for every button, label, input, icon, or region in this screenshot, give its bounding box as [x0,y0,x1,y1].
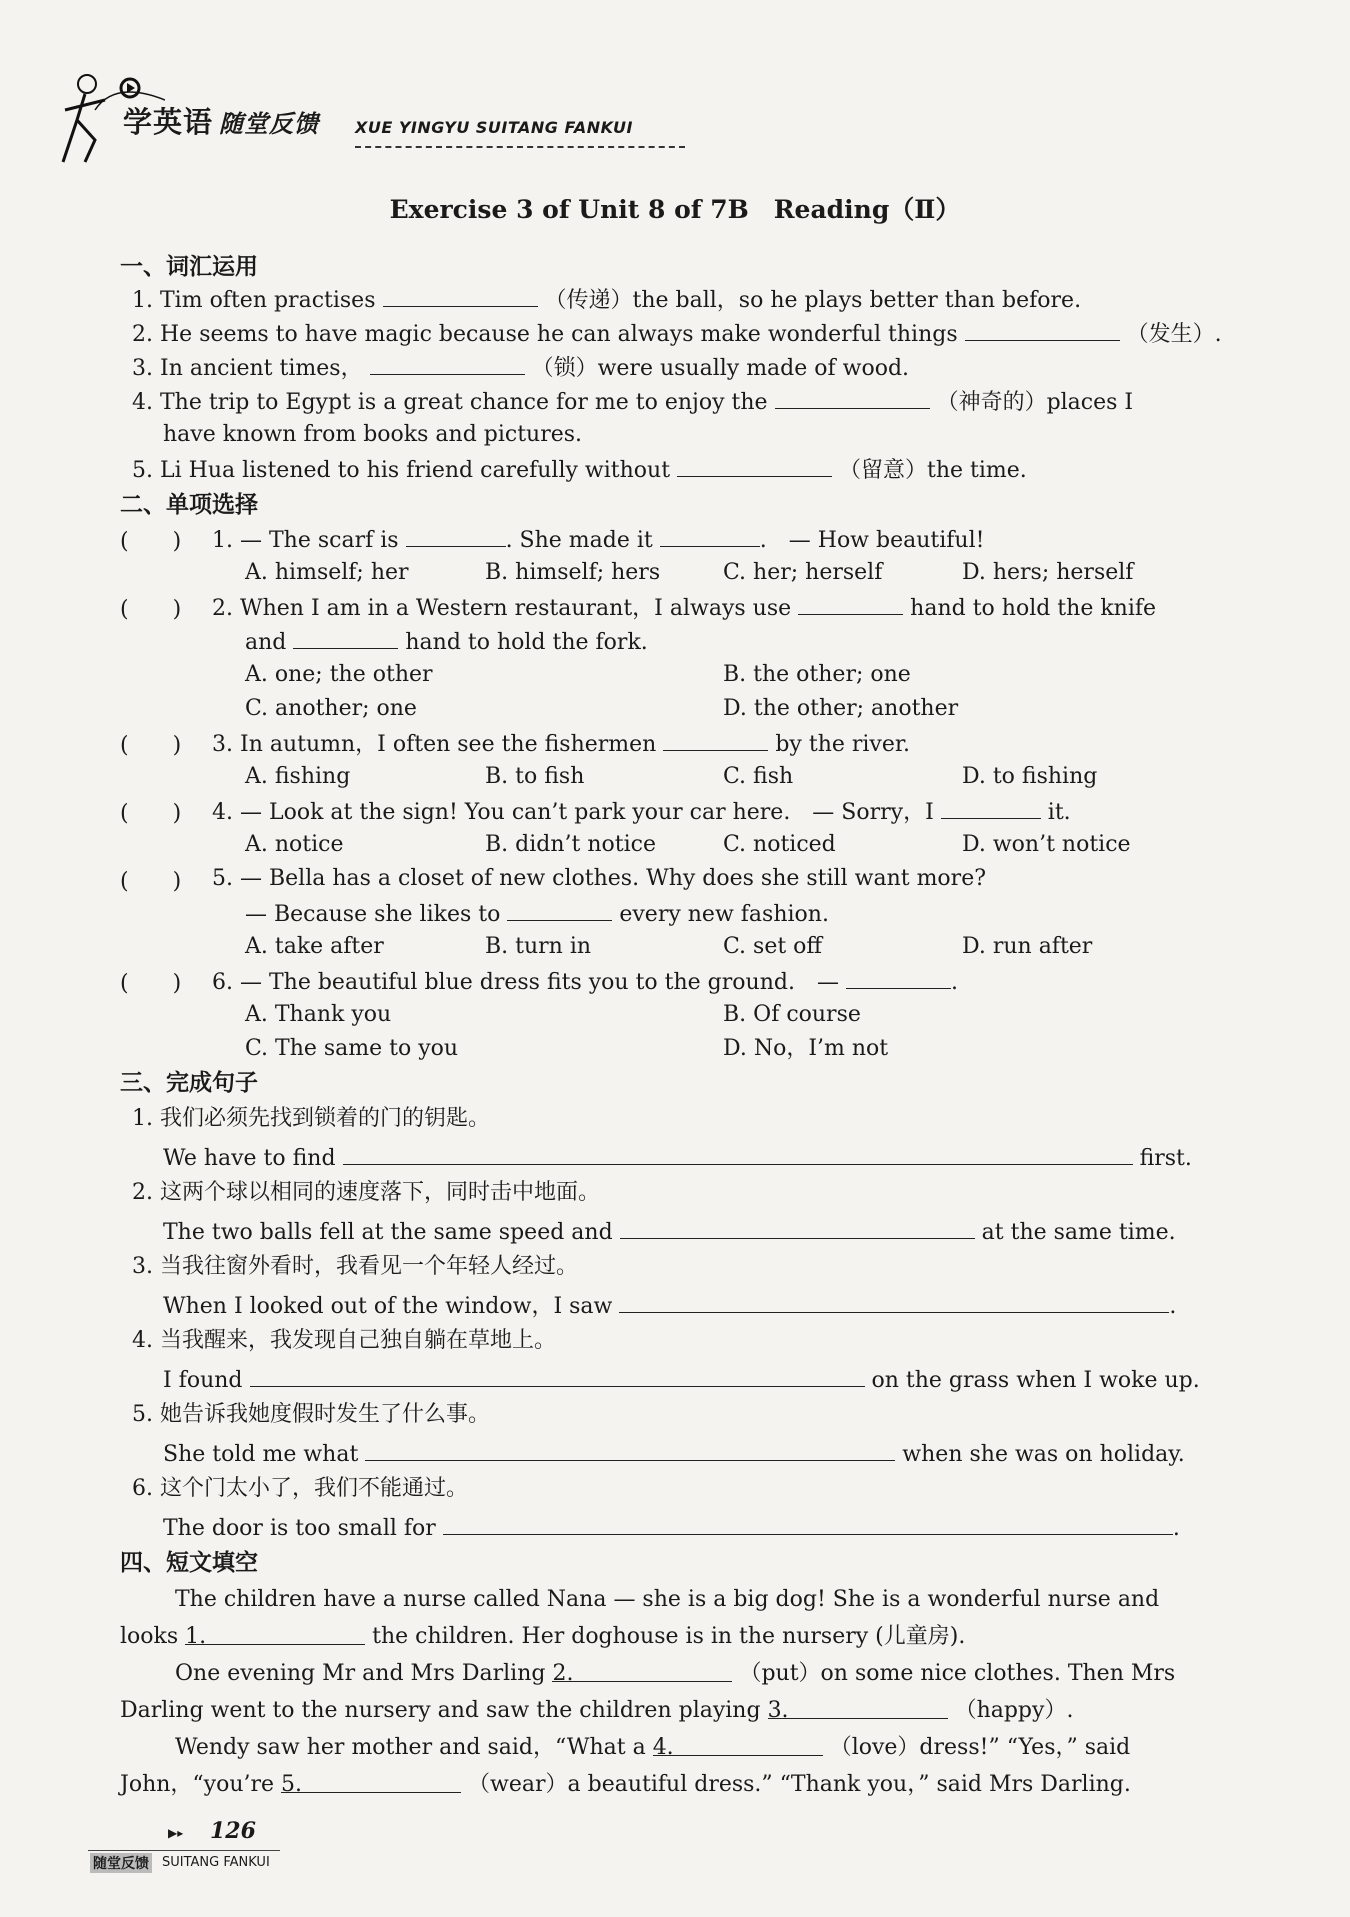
mc-option[interactable]: B. the other; one [723,662,911,687]
mc-question-2: 2. When I am in a Western restaurant，I always use hand to hold the knife [212,592,1156,624]
translate-item-1: We have to find first. [163,1142,1192,1174]
answer-paren[interactable]: ( ) [120,869,182,894]
header-logo [55,70,655,170]
answer-blank[interactable] [663,728,768,751]
translate-item-3: When I looked out of the window，I saw . [163,1290,1176,1322]
answer-paren[interactable]: ( ) [120,733,182,758]
translate-item-6-cn: 6. 这个门太小了，我们不能通过。 [132,1476,469,1501]
mc-option[interactable]: C. her; herself [723,560,883,585]
mc-question-5-continued: — Because she likes to every new fashion. [245,898,829,930]
mc-question-1: 1. — The scarf is . She made it . — How beautiful! [212,524,984,556]
mc-option[interactable]: A. Thank you [245,1002,392,1027]
cloze-blank-1[interactable]: 1. [185,1622,365,1645]
answer-paren[interactable]: ( ) [120,529,182,554]
answer-blank[interactable] [370,352,525,375]
vocab-item-4: 4. The trip to Egypt is a great chance for me to enjoy the （神奇的）places I [132,386,1133,418]
answer-blank[interactable] [846,966,951,989]
mc-option[interactable]: A. notice [245,832,344,857]
cloze-blank-4[interactable]: 4. [653,1733,823,1756]
brand-title-en: XUE YINGYU SUITANG FANKUI [355,118,633,137]
answer-line[interactable] [619,1290,1169,1313]
section-heading: 一、词汇运用 [120,254,258,280]
brand-title-cn: 学英语 随堂反馈 [123,105,320,139]
mc-option[interactable]: D. won’t notice [962,832,1131,857]
vocab-item-2: 2. He seems to have magic because he can always make wonderful things （发生）. [132,318,1222,350]
mc-option[interactable]: C. another; one [245,696,417,721]
mc-question-4: 4. — Look at the sign! You can’t park your car here. — Sorry，I it. [212,796,1071,828]
mc-question-6: 6. — The beautiful blue dress fits you to the ground. — . [212,966,958,998]
mc-question-3: 3. In autumn，I often see the fishermen by the river. [212,728,910,760]
mc-option[interactable]: D. run after [962,934,1093,959]
answer-blank[interactable] [941,796,1041,819]
section-heading: 三、完成句子 [120,1070,258,1096]
mc-option[interactable]: B. to fish [485,764,585,789]
translate-item-4-cn: 4. 当我醒来，我发现自己独自躺在草地上。 [132,1328,557,1353]
mc-option[interactable]: D. to fishing [962,764,1098,789]
mc-option[interactable]: B. Of course [723,1002,861,1027]
answer-blank[interactable] [507,898,612,921]
section-heading: 二、单项选择 [120,492,258,518]
mc-option[interactable]: C. noticed [723,832,836,857]
translate-item-6: The door is too small for . [163,1512,1180,1544]
mc-option[interactable]: B. himself; hers [485,560,661,585]
answer-blank[interactable] [965,318,1120,341]
answer-blank[interactable] [293,626,398,649]
mc-option[interactable]: B. turn in [485,934,592,959]
mc-option[interactable]: C. fish [723,764,794,789]
mc-option[interactable]: B. didn’t notice [485,832,656,857]
answer-blank[interactable] [383,284,538,307]
mc-option[interactable]: C. set off [723,934,823,959]
mc-option[interactable]: A. one; the other [245,662,433,687]
mc-option[interactable]: D. the other; another [723,696,959,721]
cloze-blank-2[interactable]: 2. [552,1659,732,1682]
page-number: 126 [210,1818,256,1844]
mc-option[interactable]: A. take after [245,934,384,959]
passage-line: looks 1. the children. Her doghouse is in the nursery (儿童房). [120,1624,966,1649]
mc-option[interactable]: C. The same to you [245,1036,459,1061]
mc-question-5: 5. — Bella has a closet of new clothes. Why does she still want more? [212,866,987,891]
mc-question-2-continued: and hand to hold the fork. [245,626,648,658]
passage-line: One evening Mr and Mrs Darling 2. （put）on some nice clothes. Then Mrs [175,1661,1176,1686]
answer-line[interactable] [620,1216,975,1239]
footer-arrow-icon: ▶▸ [168,1826,184,1840]
mc-option[interactable]: A. himself; her [245,560,409,585]
mc-option[interactable]: D. No，I’m not [723,1036,889,1061]
cloze-blank-3[interactable]: 3. [768,1696,948,1719]
passage-line: John，“you’re 5. （wear）a beautiful dress.” “Thank you，” said Mrs Darling. [120,1772,1131,1797]
answer-blank[interactable] [660,524,760,547]
answer-paren[interactable]: ( ) [120,801,182,826]
translate-item-2: The two balls fell at the same speed and at the same time. [163,1216,1176,1248]
section-heading: 四、短文填空 [120,1550,258,1576]
header-divider [355,146,685,148]
vocab-item-1: 1. Tim often practises （传递）the ball，so he plays better than before. [132,284,1081,316]
answer-blank[interactable] [798,592,903,615]
vocab-item-4-continued: have known from books and pictures. [163,422,583,447]
answer-paren[interactable]: ( ) [120,597,182,622]
answer-line[interactable] [343,1142,1133,1165]
translate-item-2-cn: 2. 这两个球以相同的速度落下，同时击中地面。 [132,1180,601,1205]
answer-blank[interactable] [406,524,506,547]
translate-item-5: She told me what when she was on holiday. [163,1438,1185,1470]
translate-item-5-cn: 5. 她告诉我她度假时发生了什么事。 [132,1402,491,1427]
answer-line[interactable] [443,1512,1173,1535]
mc-option[interactable]: A. fishing [245,764,351,789]
passage-line: The children have a nurse called Nana — she is a big dog! She is a wonderful nurse and [175,1587,1160,1612]
answer-blank[interactable] [775,386,930,409]
footer-logo: 随堂反馈 SUITANG FANKUI [88,1850,280,1873]
translate-item-3-cn: 3. 当我往窗外看时，我看见一个年轻人经过。 [132,1254,579,1279]
vocab-item-5: 5. Li Hua listened to his friend carefully without （留意）the time. [132,454,1027,486]
answer-blank[interactable] [677,454,832,477]
passage-line: Wendy saw her mother and said，“What a 4. （love）dress!” “Yes，” said [175,1735,1131,1760]
answer-paren[interactable]: ( ) [120,971,182,996]
translate-item-1-cn: 1. 我们必须先找到锁着的门的钥匙。 [132,1106,491,1131]
cloze-blank-5[interactable]: 5. [281,1770,461,1793]
passage-line: Darling went to the nursery and saw the children playing 3. （happy）. [120,1698,1074,1723]
answer-line[interactable] [250,1364,865,1387]
vocab-item-3: 3. In ancient times， （锁）were usually made of wood. [132,352,909,384]
mc-option[interactable]: D. hers; herself [962,560,1134,585]
translate-item-4: I found on the grass when I woke up. [163,1364,1200,1396]
page-title: Exercise 3 of Unit 8 of 7B Reading（Ⅱ） [389,195,961,224]
answer-line[interactable] [365,1438,895,1461]
